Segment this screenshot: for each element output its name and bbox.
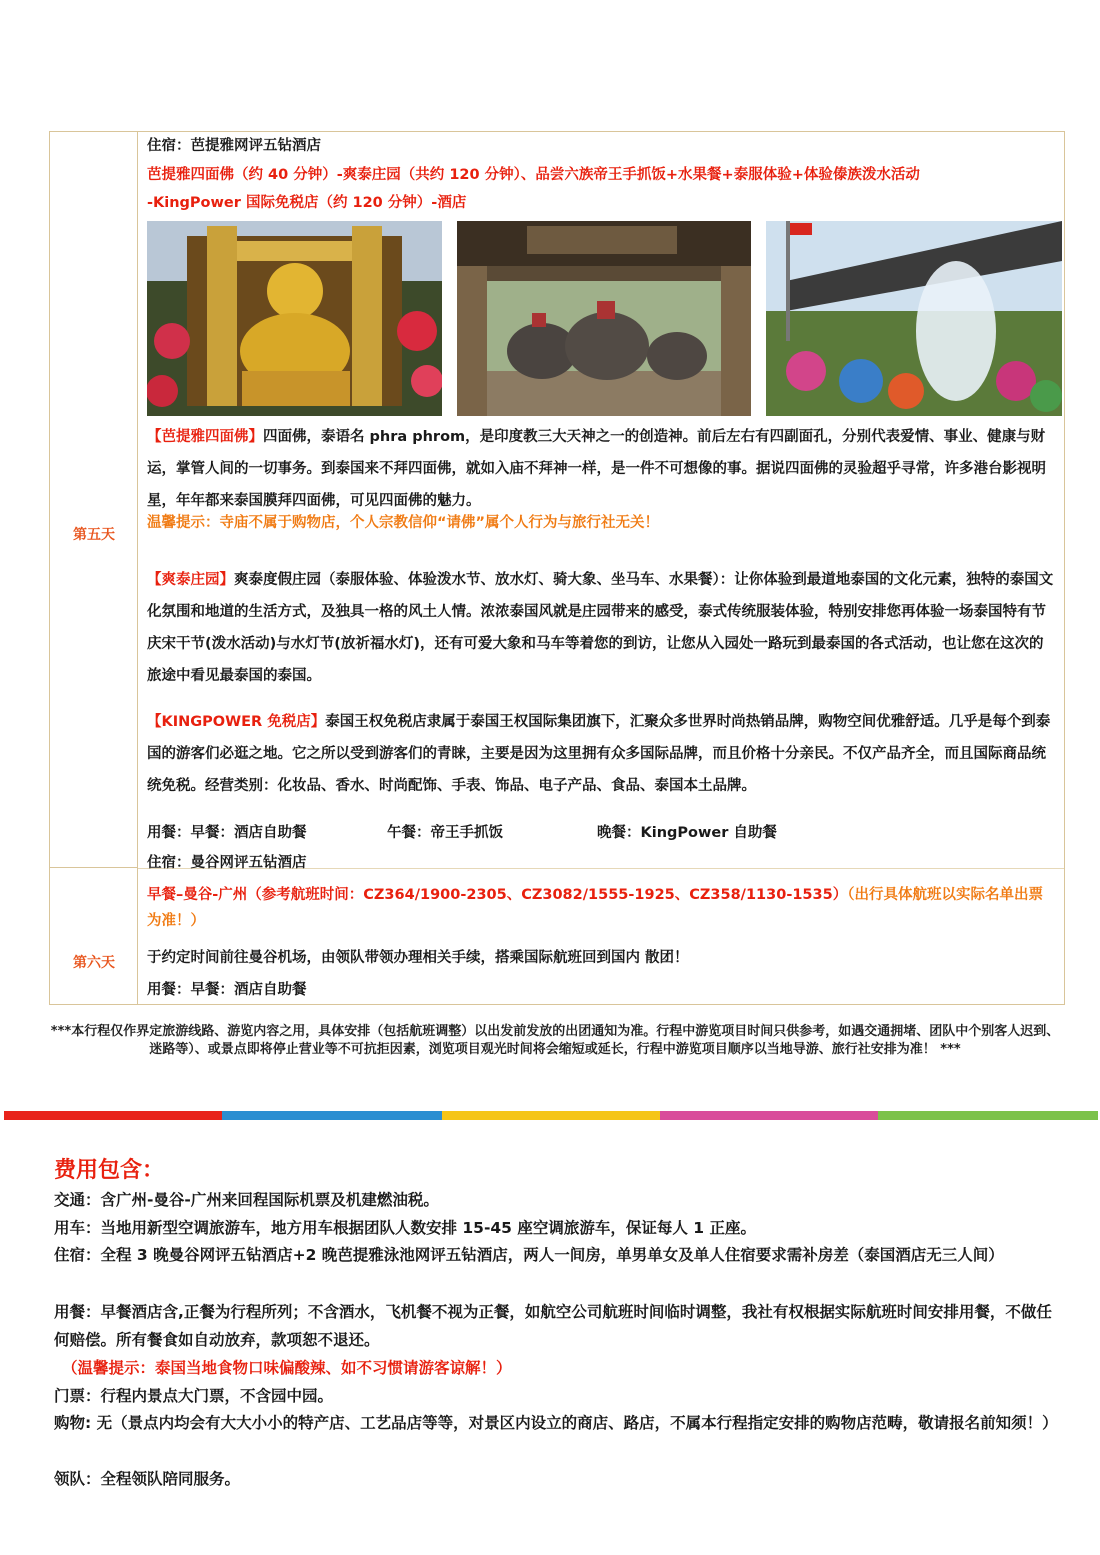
day5-meal-breakfast: 用餐：早餐：酒店自助餐 — [147, 825, 307, 841]
stripe-pink — [660, 1111, 878, 1120]
day6-route-orange: （出行具体航班以实际名单出票为准！） — [147, 887, 1043, 929]
fee-food-tip: （温馨提示：泰国当地食物口味偏酸辣、如不习惯请游客谅解！） — [62, 1359, 512, 1377]
fee-vehicle: 用车：当地用新型空调旅游车，地方用车根据团队人数安排 15-45 座空调旅游车，保证每人 1 正座。 — [54, 1219, 756, 1237]
day6-meal: 用餐：早餐：酒店自助餐 — [147, 982, 307, 998]
fee-guide: 领队：全程领队陪同服务。 — [54, 1470, 241, 1488]
fee-lodging: 住宿：全程 3 晚曼谷网评五钻酒店+2 晚芭提雅泳池网评五钻酒店，两人一间房，单男单女及单人住宿要求需补房差（泰国酒店无三人间） — [54, 1246, 1004, 1264]
fee-tickets: 门票：行程内景点大门票，不含园中园。 — [54, 1387, 334, 1405]
erawan-title: 【芭提雅四面佛】 — [147, 429, 263, 445]
day5-route-line1: 芭提雅四面佛（约 40 分钟）-爽泰庄园（共约 120 分钟）、品尝六族帝王手抓饭+水果餐+泰服体验+体验傣族泼水活动 — [147, 167, 920, 183]
day5-meal-dinner: 晚餐：KingPower 自助餐 — [597, 825, 777, 841]
day5-route-line2: -KingPower 国际免税店（约 120 分钟）-酒店 — [147, 195, 467, 211]
fee-shopping: 购物: 无（景点内均会有大大小小的特产店、工艺品店等等，对景区内设立的商店、路店，不属本行程指定安排的购物店范畴，敬请报名前知须！） — [54, 1414, 1058, 1432]
suantai-title: 【爽泰庄园】 — [147, 572, 234, 588]
stripe-green — [878, 1111, 1098, 1120]
day5-label-cell — [50, 132, 138, 868]
day5-label: 第五天 — [73, 527, 115, 543]
stripe-blue — [222, 1111, 442, 1120]
suantai-paragraph — [147, 564, 1056, 692]
fee-dining: 用餐：早餐酒店含,正餐为行程所列；不含酒水，飞机餐不视为正餐，如航空公司航班时间临时调整，我社有权根据实际航班时间安排用餐，不做任何赔偿。所有餐食如自动放弃，款项恕不退还。 — [54, 1303, 1052, 1349]
itinerary-note: ***本行程仅作界定旅游线路、游览内容之用，具体安排（包括航班调整）以出发前发放的出团通知为准。行程中游览项目时间只供参考，如遇交通拥堵、团队中个别客人迟到、迷路等）、或景点即将停止营业等不可抗拒因素，浏览项目观光时间将会缩短或延长，行程中游览项目顺序以当地导游、旅行社安排为准！ *** — [50, 1024, 1060, 1057]
day5-hotel-top: 住宿：芭提雅网评五钻酒店 — [147, 138, 321, 154]
kingpower-paragraph — [147, 706, 1056, 802]
kingpower-text: 泰国王权免税店隶属于泰国王权国际集团旗下，汇聚众多世界时尚热销品牌，购物空间优雅舒适。几乎是每个到泰国的游客们必逛之地。它之所以受到游客们的青睐，主要是因为这里拥有众多国际品牌，而且价格十分亲民。不仅产品齐全，而且国际商品统统免税。经营类别：化妆品、香水、时尚配饰、手表、饰品、电子产品、食品、泰国本土品牌。 — [147, 714, 1051, 794]
kingpower-title: 【KINGPOWER 免税店】 — [147, 714, 326, 730]
erawan-text: 四面佛，泰语名 phra phrom，是印度教三大天神之一的创造神。前后左右有四副面孔，分别代表爱情、事业、健康与财运，掌管人间的一切事务。到泰国来不拜四面佛，就如入庙不拜神一样，是一件不可想像的事。据说四面佛的灵验超乎寻常，许多港台影视明星，年年都来泰国膜拜四面佛，可见四面佛的魅力。 — [147, 429, 1046, 509]
day6-label: 第六天 — [73, 955, 115, 971]
day5-meal-lunch: 午餐：帝王手抓饭 — [387, 825, 503, 841]
water-festival-image — [766, 221, 1062, 416]
day5-hotel: 住宿：曼谷网评五钻酒店 — [147, 855, 307, 871]
elephant-camp-image — [457, 221, 751, 416]
day5-warm-tip: 温馨提示：寺庙不属于购物店，个人宗教信仰“请佛”属个人行为与旅行社无关！ — [147, 515, 660, 531]
day6-desc: 于约定时间前往曼谷机场，由领队带领办理相关手续，搭乘国际航班回到国内 散团！ — [147, 950, 689, 966]
day6-route — [147, 882, 1056, 934]
itinerary-table — [49, 131, 1065, 1005]
day6-label-cell — [50, 868, 138, 1004]
stripe-red — [4, 1111, 222, 1120]
fee-title: 费用包含： — [54, 1158, 165, 1183]
stripe-yellow — [442, 1111, 660, 1120]
erawan-shrine-image — [147, 221, 442, 416]
erawan-paragraph — [147, 421, 1056, 517]
day6-route-red: 早餐–曼谷-广州（参考航班时间：CZ364/1900-2305、CZ3082/1555-1925、CZ358/1130-1535） — [147, 887, 848, 903]
fee-transport: 交通：含广州-曼谷-广州来回程国际机票及机建燃油税。 — [54, 1191, 439, 1209]
suantai-text: 爽泰度假庄园（泰服体验、体验泼水节、放水灯、骑大象、坐马车、水果餐）：让你体验到最道地泰国的文化元素，独特的泰国文化氛围和地道的生活方式，及独具一格的风土人情。浓浓泰国风就是庄园带来的感受，泰式传统服装体验，特别安排您再体验一场泰国特有节庆宋干节(泼水活动)与水灯节(放祈福水灯)，还有可爱大象和马车等着您的到访，让您从入园处一路玩到最泰国的各式活动，也让您在这次的旅途中看见最泰国的泰国。 — [147, 572, 1054, 684]
